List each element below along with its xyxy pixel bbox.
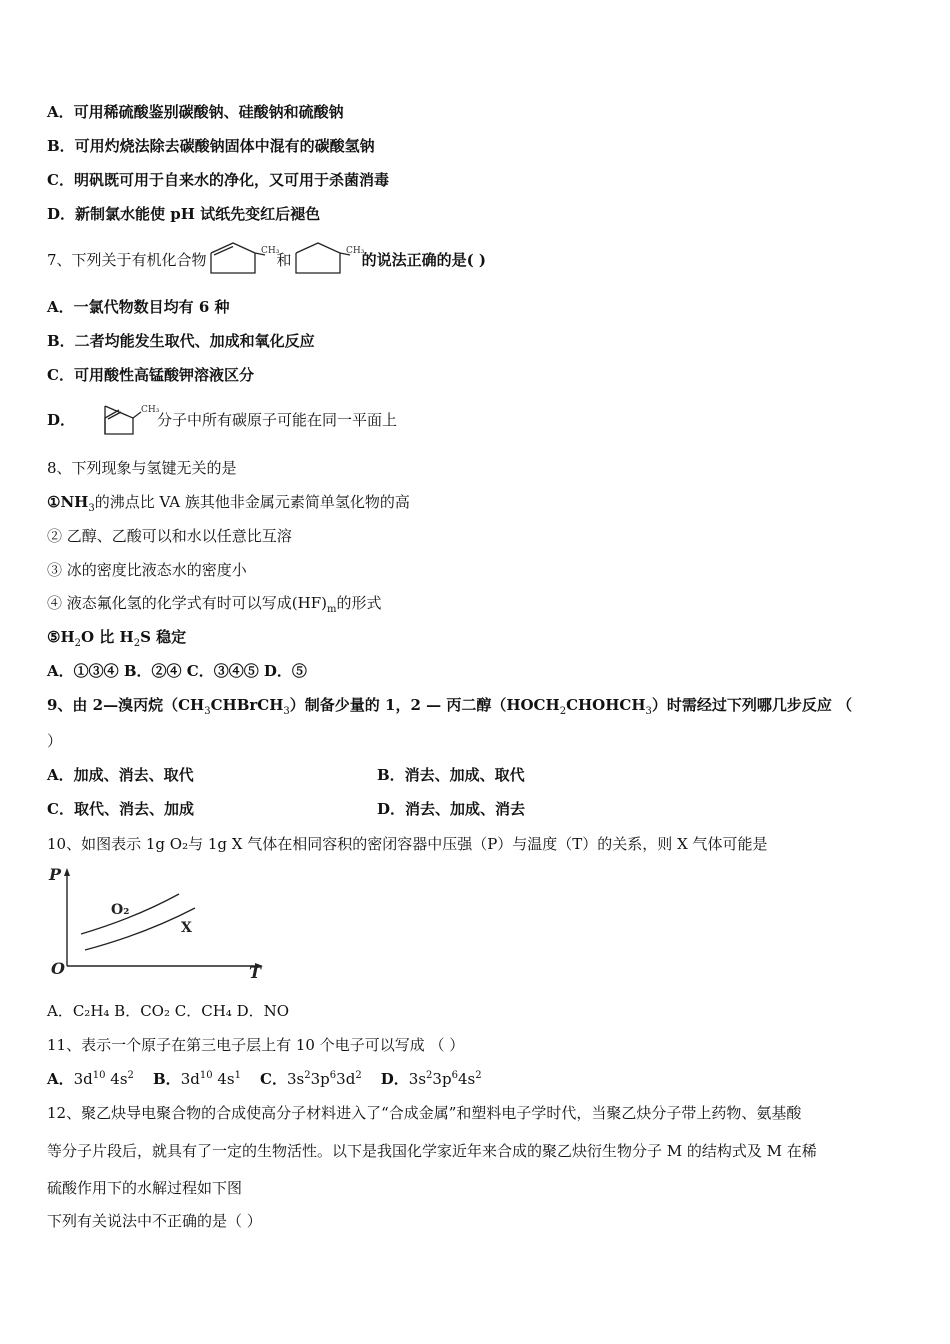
q8-statement-5: $⑤H_2O$ 比 $H_2S$ 稳定 <box>47 628 187 649</box>
ch3-label: CH₃ <box>260 246 279 256</box>
q7-option-c: C．可用酸性高锰酸钾溶液区分 <box>47 366 254 384</box>
q9-option-a: A．加成、消去、取代 <box>47 766 194 784</box>
q11-option-a: A．$3d^{10}$ $4s^2$ <box>47 1070 134 1088</box>
q11-option-b: B．$3d^{10}$ $4s^1$ <box>153 1070 241 1088</box>
q11-option-c: C．$3s^23p^63d^2$ <box>260 1070 362 1088</box>
x-curve <box>85 908 195 950</box>
q11-option-d: D．$3s^23p^64s^2$ <box>380 1070 482 1088</box>
q9-option-d: D．消去、加成、消去 <box>377 800 526 818</box>
q9-option-c: C．取代、消去、加成 <box>47 800 194 818</box>
y-axis-arrow-icon <box>64 868 70 876</box>
q7-option-a: A．一氯代物数目均有 6 种 <box>47 298 230 316</box>
q9-options-row1 <box>47 765 907 785</box>
o2-curve <box>81 894 179 934</box>
q9-stem: 9、由 2—溴丙烷$(CH_3CHBrCH_3)$制备少量的 1，2 — 丙二醇$(HOCH_2CHOHCH_3)$时需经过下列哪几步反应 （ <box>47 696 853 717</box>
q8-statement-3: ③ 冰的密度比液态水的密度小 <box>47 561 247 579</box>
q10-stem: 10、如图表示 1g O₂与 1g X 气体在相同容积的密闭容器中压强（P）与温度（T）的关系，则 X 气体可能是 <box>47 835 768 853</box>
origin-label: O <box>51 959 65 978</box>
methylcyclohexane-structure <box>292 243 362 279</box>
q12-line-2: 等分子片段后，就具有了一定的生物活性。以下是我国化学家近年来合成的聚乙炔衍生物分子 M 的结构式及 M 在稀 <box>47 1142 817 1160</box>
q9-option-b: B．消去、加成、取代 <box>377 766 525 784</box>
q10-options: A．C₂H₄ B．CO₂ C．CH₄ D．NO <box>47 1002 290 1020</box>
methylcyclohexene-structure-d <box>75 404 160 438</box>
q8-options: A．①③④ B．②④ C．③④⑤ D．⑤ <box>47 662 307 680</box>
q6-option-a: A．可用稀硫酸鉴别碳酸钠、硅酸钠和硫酸钠 <box>47 103 344 121</box>
q12-line-3: 硫酸作用下的水解过程如下图 <box>47 1179 243 1197</box>
q8-statement-2: ② 乙醇、乙酸可以和水以任意比互溶 <box>47 527 292 545</box>
q9-options-row2 <box>47 799 907 819</box>
x-axis-label: T <box>249 963 261 982</box>
q7-option-d: D． CH₃ 分子中所有碳原子可能在同一平面上 <box>47 400 397 440</box>
q12-line-4: 下列有关说法中不正确的是（ ） <box>47 1212 262 1230</box>
methylcyclohexene-structure <box>207 243 277 279</box>
q8-stem: 8、下列现象与氢键无关的是 <box>47 459 237 477</box>
x-series-label: X <box>181 920 192 936</box>
q11-options <box>47 1069 482 1089</box>
q6-option-c: C．明矾既可用于自来水的净化，又可用于杀菌消毒 <box>47 171 389 189</box>
ch3-label: CH₃ <box>141 405 160 415</box>
q11-stem: 11、表示一个原子在第三电子层上有 10 个电子可以写成 （ ） <box>47 1036 465 1054</box>
ch3-label: CH₃ <box>345 246 364 256</box>
q6-option-b: B．可用灼烧法除去碳酸钠固体中混有的碳酸氢钠 <box>47 137 375 155</box>
q6-option-d: D．新制氯水能使 pH 试纸先变红后褪色 <box>47 205 321 223</box>
q10-pressure-temperature-graph <box>45 862 275 986</box>
q8-statement-1: $①NH_3$的沸点比 VA 族其他非金属元素简单氢化物的高 <box>47 493 410 514</box>
q9-stem-end: ） <box>47 732 63 750</box>
q12-line-1: 12、聚乙炔导电聚合物的合成使高分子材料进入了“合成金属”和塑料电子学时代，当聚乙炔分子带上药物、氨基酸 <box>47 1104 802 1122</box>
q7-stem: 7、下列关于有机化合物 CH₃ 和 CH₃ 的说法正确的是( ) <box>47 240 486 280</box>
o2-series-label: O₂ <box>111 902 130 918</box>
y-axis-label: P <box>49 865 62 884</box>
q7-option-b: B．二者均能发生取代、加成和氧化反应 <box>47 332 315 350</box>
q8-statement-4: ④ 液态氟化氢的化学式有时可以写成$(HF)_m$的形式 <box>47 594 382 615</box>
